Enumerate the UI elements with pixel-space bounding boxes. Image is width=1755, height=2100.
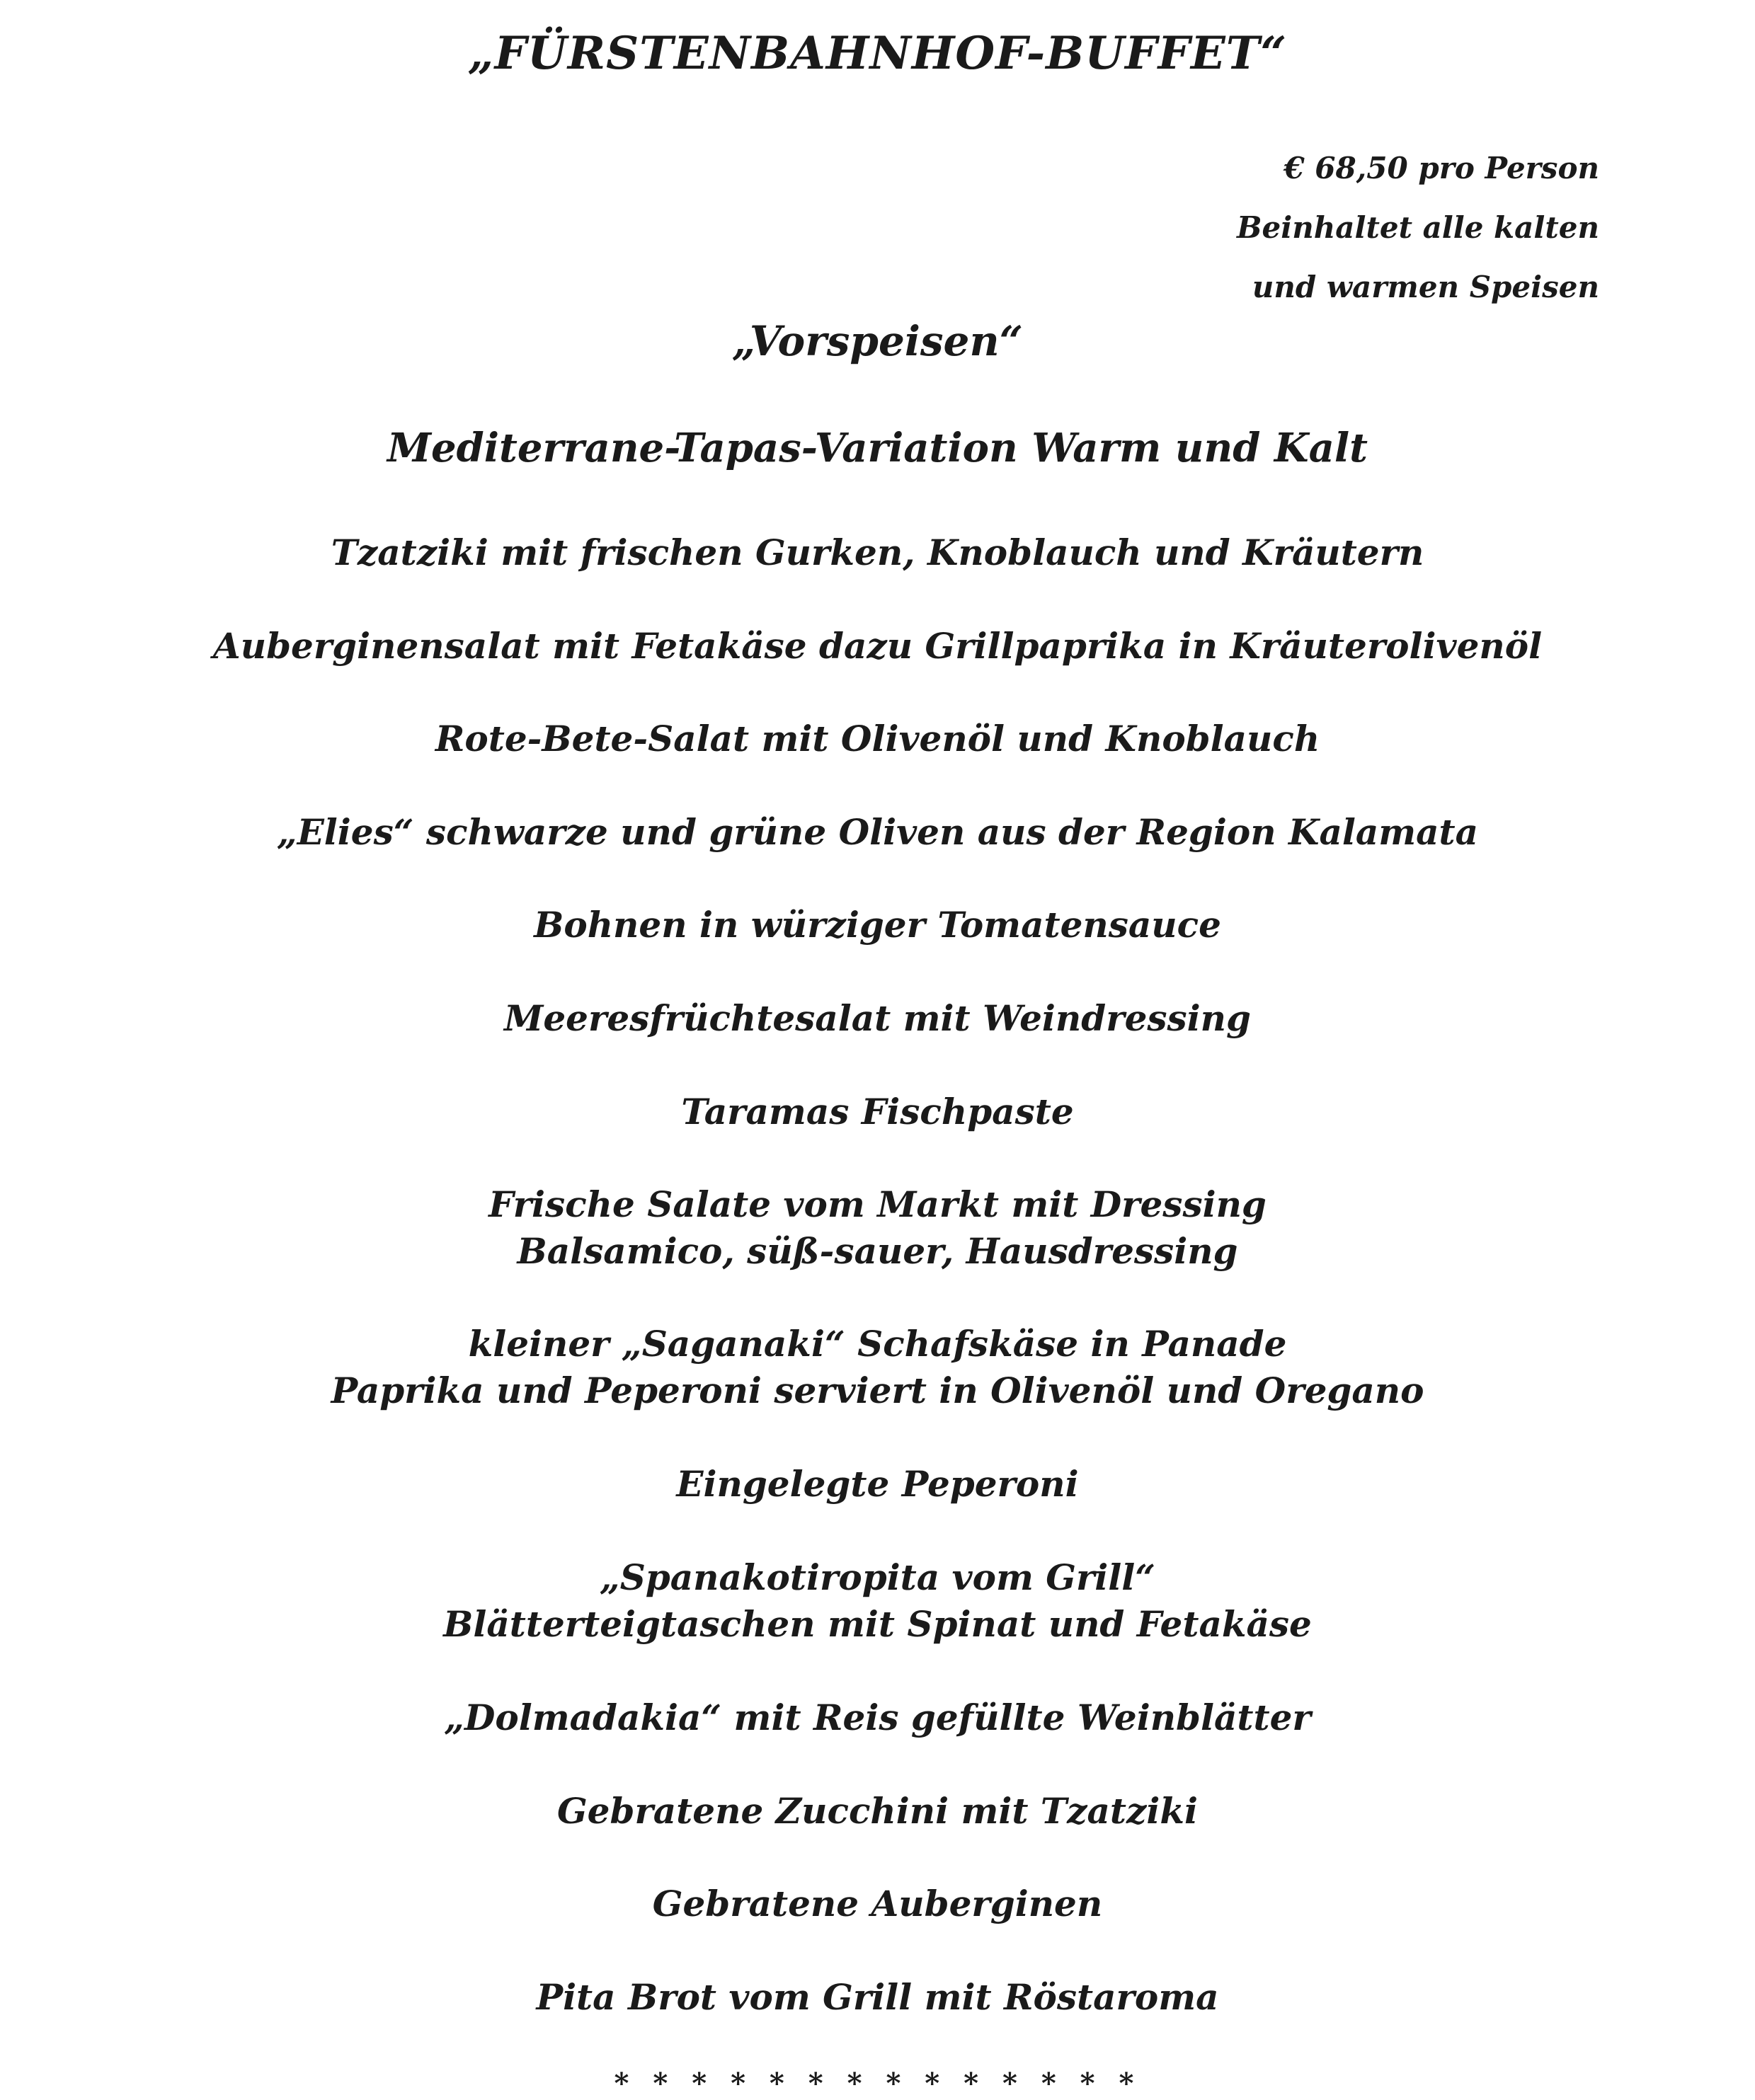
dish-description: Balsamico, süß-sauer, Hausdressing: [517, 1230, 1238, 1272]
dish-name: Tzatziki mit frischen Gurken, Knoblauch und Kräutern: [331, 532, 1424, 573]
dish-item: [0, 1788, 1755, 1835]
section-separator: * * * * * * * * * * * * * *: [614, 2067, 1141, 2100]
dish-item: [0, 529, 1755, 576]
dish-name: Frische Salate vom Markt mit Dressing: [488, 1183, 1267, 1225]
dish-item: [0, 1974, 1755, 2021]
dish-name: „Spanakotiropita vom Grill“: [599, 1556, 1156, 1598]
dish-name: Gebratene Auberginen: [652, 1883, 1103, 1924]
dish-item: [0, 995, 1755, 1042]
dish-item: [0, 902, 1755, 948]
dish-name: Taramas Fischpaste: [681, 1091, 1074, 1132]
dish-name: Auberginensalat mit Fetakäse dazu Grillpaprika in Kräuterolivenöl: [212, 625, 1543, 667]
dish-name: Gebratene Zucchini mit Tzatziki: [556, 1790, 1199, 1832]
section-title: „Vorspeisen“: [732, 317, 1023, 365]
dish-item: [0, 623, 1755, 670]
dish-name: Rote-Bete-Salat mit Olivenöl und Knoblauch: [435, 718, 1320, 759]
dish-name: Pita Brot vom Grill mit Röstaroma: [536, 1976, 1219, 2018]
dish-item: [0, 1694, 1755, 1741]
dish-item: [0, 1554, 1755, 1648]
price-amount: € 68,50 pro Person: [1284, 151, 1599, 185]
dish-description: Blätterteigtaschen mit Spinat und Fetakäse: [443, 1603, 1312, 1645]
dish-name: „Elies“ schwarze und grüne Oliven aus der Region Kalamata: [276, 811, 1479, 853]
dish-description: Paprika und Peperoni serviert in Olivenöl und Oregano: [331, 1370, 1424, 1411]
dish-name: Bohnen in würziger Tomatensauce: [534, 904, 1221, 946]
section-subheading: Mediterrane-Tapas-Variation Warm und Kalt: [387, 425, 1368, 471]
dish-item: [0, 1321, 1755, 1414]
dish-item: [0, 716, 1755, 762]
price-block: [1237, 139, 1599, 317]
price-note-line-1: Beinhaltet alle kalten: [1237, 210, 1599, 245]
dish-item: [0, 1881, 1755, 1927]
dish-name: Meeresfrüchtesalat mit Weindressing: [504, 997, 1251, 1039]
dish-item: [0, 1089, 1755, 1135]
dish-item: [0, 809, 1755, 856]
dish-name: kleiner „Saganaki“ Schafskäse in Panade: [468, 1323, 1287, 1365]
menu-title: „FÜRSTENBAHNHOF-BUFFET“: [467, 27, 1288, 80]
dish-name: Eingelegte Peperoni: [676, 1463, 1079, 1505]
dish-name: „Dolmadakia“ mit Reis gefüllte Weinblätter: [444, 1697, 1311, 1738]
price-note-line-2: und warmen Speisen: [1252, 270, 1599, 304]
dish-item: [0, 1461, 1755, 1508]
dish-item: [0, 1181, 1755, 1275]
